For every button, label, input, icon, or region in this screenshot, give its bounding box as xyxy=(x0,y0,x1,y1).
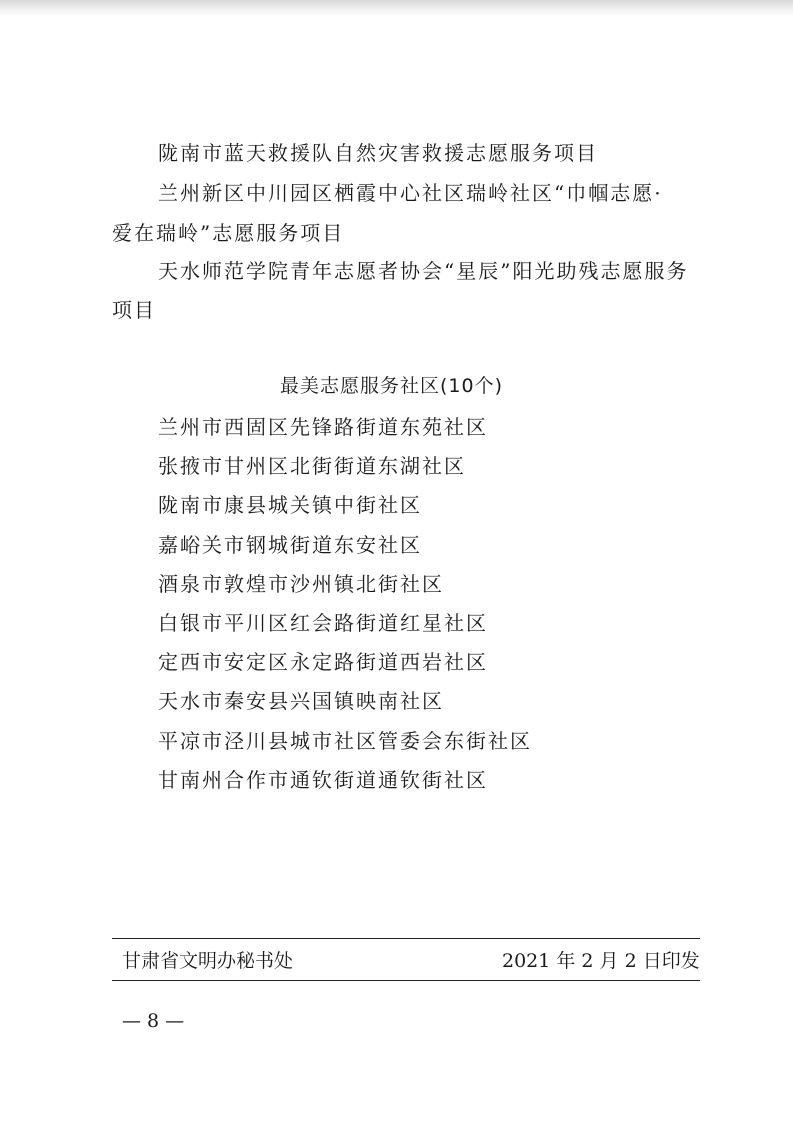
page-number: — 8 — xyxy=(122,1010,185,1032)
community-item: 兰州市西固区先锋路街道东苑社区 xyxy=(158,415,488,439)
project-line: 兰州新区中川园区栖霞中心社区瑞岭社区“巾帼志愿· xyxy=(158,181,663,205)
issue-date: 2021 年 2 月 2 日印发 xyxy=(502,950,700,972)
project-line-continuation: 项目 xyxy=(112,298,156,322)
community-item: 天水市秦安县兴国镇映南社区 xyxy=(158,689,444,713)
community-item: 平凉市泾川县城市社区管委会东街社区 xyxy=(158,729,532,753)
community-item: 甘南州合作市通钦街道通钦街社区 xyxy=(158,768,488,792)
issuer-name: 甘肃省文明办秘书处 xyxy=(122,950,294,972)
project-line: 天水师范学院青年志愿者协会“星辰”阳光助残志愿服务 xyxy=(158,259,689,283)
community-item: 定西市安定区永定路街道西岩社区 xyxy=(158,650,488,674)
community-item: 酒泉市敦煌市沙州镇北街社区 xyxy=(158,572,444,596)
community-item: 陇南市康县城关镇中街社区 xyxy=(158,493,422,517)
community-item: 张掖市甘州区北街街道东湖社区 xyxy=(158,454,466,478)
footer-top-rule xyxy=(112,938,700,939)
community-item: 白银市平川区红会路街道红星社区 xyxy=(158,611,488,635)
footer-bottom-rule xyxy=(112,980,700,981)
community-item: 嘉峪关市钢城街道东安社区 xyxy=(158,533,422,557)
section-title: 最美志愿服务社区(10个) xyxy=(280,375,504,397)
project-line: 陇南市蓝天救援队自然灾害救援志愿服务项目 xyxy=(158,141,598,165)
project-line-continuation: 爱在瑞岭”志愿服务项目 xyxy=(112,221,345,245)
scan-top-edge xyxy=(0,0,793,16)
